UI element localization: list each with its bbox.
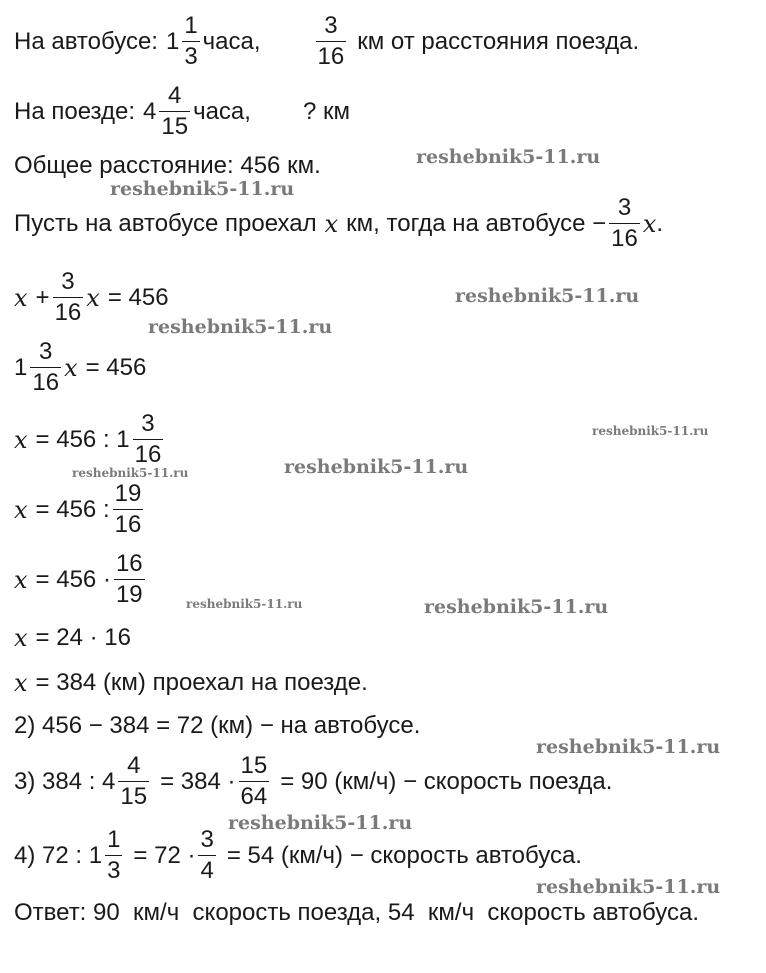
eq6-var: x [14,624,28,652]
equation-4 [14,482,146,537]
train-time-den: 15 [161,113,189,140]
train-time-unit: часа, [193,97,251,125]
bus-prefix: На автобусе: [14,27,158,55]
eq4-num: 19 [114,480,142,507]
eq1-fraction [53,270,84,325]
watermark: reshebnik5-11.ru [186,597,303,611]
step-2 [14,712,420,740]
eq2-den: 16 [32,369,60,396]
eq4-den: 16 [114,511,142,538]
equation-5 [14,552,148,607]
step4-fraction [198,828,215,883]
watermark: reshebnik5-11.ru [72,466,189,480]
step-4 [14,828,582,883]
let-fraction [609,196,640,251]
eq2-fraction [30,340,61,395]
eq4-lhs: = 456 : [35,495,110,523]
watermark: reshebnik5-11.ru [416,146,601,168]
train-prefix: На поезде: [14,97,136,125]
watermark: reshebnik5-11.ru [110,178,295,200]
eq1-plus: + [35,283,50,311]
eq1-var: x [14,283,28,312]
eq2-var: x [64,353,78,382]
total-line [14,152,321,180]
watermark: reshebnik5-11.ru [228,812,413,834]
train-time [143,84,193,139]
total-text: Общее расстояние: 456 км. [14,152,321,179]
equation-2 [14,340,146,395]
eq3-lhs: = 456 : 1 [35,425,130,453]
let-mid: км, тогда на автобусе − [346,209,607,237]
step2-text: 2) 456 − 384 = 72 (км) − на автобусе. [14,712,421,739]
let-line [14,196,663,251]
bus-dist-num: 3 [324,12,338,39]
step3-den: 64 [240,783,268,810]
step3-a: 3) 384 : 4 [14,767,116,795]
watermark: reshebnik5-11.ru [148,316,333,338]
watermark: reshebnik5-11.ru [592,424,709,438]
step-3 [14,754,612,809]
step4-whole-fraction [105,828,122,883]
step4-whole-den: 3 [107,857,121,884]
bus-dist-text: км от расстояния поезда. [357,27,640,55]
step4-b: = 72 · [133,841,196,869]
step4-c: = 54 (км/ч) − скорость автобуса. [226,841,582,869]
step3-fraction [239,754,270,809]
eq7-var: x [14,669,28,697]
bus-time-fraction [182,14,199,69]
let-var: x [324,209,339,238]
eq5-num: 16 [115,550,143,577]
let-end-var: x [642,209,657,238]
eq1-rest: = 456 [107,283,169,311]
given-bus-line [14,14,639,69]
bus-dist-fraction [316,14,347,69]
bus-time-unit: часа, [202,27,261,55]
watermark: reshebnik5-11.ru [536,876,721,898]
eq1-num: 3 [61,268,75,295]
step4-whole-num: 1 [107,826,121,853]
eq2-rest: = 456 [85,353,147,381]
step3-c: = 90 (км/ч) − скорость поезда. [280,767,613,795]
train-dist: ? км [302,97,350,125]
let-num: 3 [617,194,632,221]
let-text: Пусть на автобусе проехал [14,209,317,237]
step3-num: 15 [240,752,268,779]
answer-text: Ответ: 90 км/ч скорость поезда, 54 км/ч скорость автобуса. [14,899,699,926]
eq2-whole: 1 [14,353,28,381]
bus-time-whole: 1 [165,27,180,55]
bus-time [166,14,203,69]
equation-6 [14,624,131,652]
bus-dist-den: 16 [317,43,345,70]
eq3-fraction [133,412,164,467]
eq3-num: 3 [141,410,155,437]
eq1-den: 16 [54,299,82,326]
given-train-line [14,84,350,139]
eq3-den: 16 [134,441,162,468]
eq5-fraction [114,552,145,607]
train-time-whole: 4 [143,97,157,125]
step4-den: 4 [200,857,214,884]
eq3-var: x [14,425,28,454]
eq6-rest: = 24 · 16 [35,624,131,651]
step4-a: 4) 72 : 1 [14,841,103,869]
step3-whole-num: 4 [127,752,141,779]
step3-b: = 384 · [160,767,236,795]
let-den: 16 [611,225,638,252]
eq4-var: x [14,495,28,524]
watermark: reshebnik5-11.ru [424,596,609,618]
step4-num: 3 [200,826,214,853]
step3-whole-fraction [118,754,149,809]
watermark: reshebnik5-11.ru [455,285,640,307]
eq2-num: 3 [39,338,53,365]
answer-line [14,899,699,927]
eq5-var: x [14,565,28,594]
eq4-fraction [113,482,144,537]
eq1-var2: x [86,283,100,312]
train-time-fraction [159,84,190,139]
eq7-rest: = 384 (км) проехал на поезде. [35,669,368,696]
equation-3 [14,412,166,467]
step3-whole-den: 15 [120,783,148,810]
eq5-lhs: = 456 · [35,565,111,593]
equation-1 [14,270,169,325]
train-time-num: 4 [168,82,182,109]
eq5-den: 19 [115,581,143,608]
watermark: reshebnik5-11.ru [284,456,469,478]
bus-time-den: 3 [184,43,198,70]
equation-7 [14,669,368,697]
let-dot: . [656,209,664,237]
watermark: reshebnik5-11.ru [536,736,721,758]
bus-time-num: 1 [184,12,198,39]
